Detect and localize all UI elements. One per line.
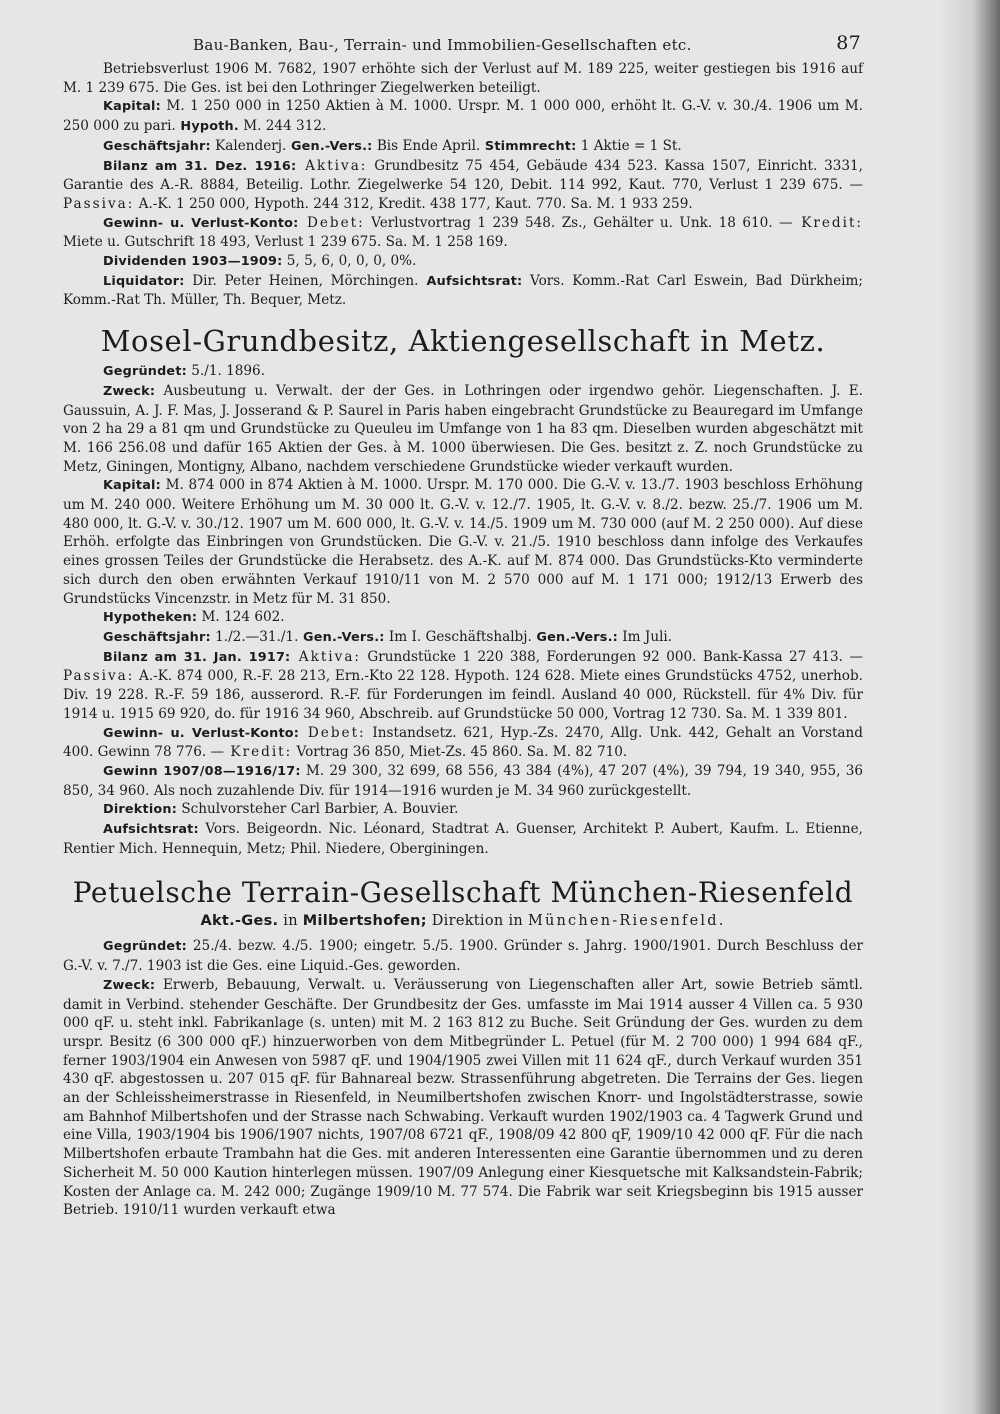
purpose-paragraph: Zweck: Ausbeutung u. Verwalt. der der Ges. in Lothringen oder irgendwo gehör. Liegenschaften. J. E. Gaussuin, A. J. F. Mas, J. Josserand & P. Saurel in Paris haben eingebracht Grundstücke zu Beauregard im Umfange von 2 ha 29 a 81 qm und Grundstücke zu Queuleu im Umfange von 1 ha 83 qm. Dieselben wurden abgeschätzt mit M. 166 256.08 und dafür 165 Aktien der Ges. à M. 1000 überwiesen. Die Ges. besitzt z. Z. noch Grundstücke zu Metz, Giningen, Montigny, Albano, nachdem verschiedene Grundstücke wieder verkauft wurden. (63, 382, 863, 475)
fiscal-year-paragraph: Geschäftsjahr: 1./2.—31./1. Gen.-Vers.: Im I. Geschäftshalbj. Gen.-Vers.: Im Juli. (103, 628, 673, 645)
founded-paragraph: Gegründet: 5./1. 1896. (103, 363, 266, 380)
capital-paragraph: Kapital: M. 1 250 000 in 1250 Aktien à M. 1000. Urspr. M. 1 000 000, erhöht lt. G.-V. v. 30./4. 1906 um M. 250 000 zu pari. Hypoth. M. 244 312. (63, 98, 863, 135)
running-head (63, 30, 863, 60)
liquidator-paragraph: Liquidator: Dir. Peter Heinen, Mörchingen. Aufsichtsrat: Vors. Komm.-Rat Carl Eswein, Bad Dürkheim; Komm.-Rat Th. Müller, Th. Bequer, Metz. (63, 272, 863, 309)
text-column (63, 30, 863, 1220)
purpose-paragraph: Zweck: Erwerb, Bebauung, Verwalt. u. Veräusserung von Liegenschaften aller Art, sowie Betrieb sämtl. damit in Verbind. stehender Geschäfte. Der Grundbesitz der Ges. umfasste im Mai 1914 ausser 4 Villen ca. 5 930 000 qF. u. steht inkl. Fabrikanlage (s. unten) mit M. 2 163 812 zu Buche. Seit Gründung der Ges. wurden zu dem urspr. Besitz (6 300 000 qF.) hinzuerworben von dem Mitbegründer L. Petuel (für M. 2 700 000) 1 994 684 qF., ferner 1903/1904 ein Anwesen von 5987 qF. und 1904/1905 zwei Villen mit 11 624 qF., durch Verkauf wurden 351 430 qF. abgestossen u. 207 015 qF. für Bahnareal bezw. Strassenführung abgetreten. Die Terrains der Ges. liegen an der Schleissheimerstrasse in Riesenfeld, in Neumilbertshofen zwischen Knorr- und Ingolstädterstrasse, sowie am Bahnhof Milbertshofen und der Strasse nach Schwabing. Verkauft wurden 1902/1903 ca. 4 Tagwerk Grund und eine Villa, 1903/1904 bis 1906/1907 nichts, 1907/08 6721 qF., 1908/09 42 800 qF, 1909/10 42 000 qF. Für die nach Milbertshofen erbaute Trambahn hat die Ges. mit anderen Interessenten eine Garantie übernommen und zu deren Sicherheit M. 50 000 Kaution hinterlegen müssen. 1907/09 Anlegung einer Kiesquetsche mit Kalksandstein-Fabrik; Kosten der Anlage ca. M. 242 000; Zugänge 1909/10 M. 77 574. Die Fabrik war seit Kriegsbeginn bis 1915 ausser Betrieb. 1910/11 wurden verkauft etwa (63, 976, 863, 1219)
mortgages-paragraph: Hypotheken: M. 124 602. (103, 609, 285, 626)
loss-paragraph: Betriebsverlust 1906 M. 7682, 1907 erhöhte sich der Verlust auf M. 189 225, weiter gestiegen bis 1916 auf M. 1 239 675. Die Ges. ist bei den Lothringer Ziegelwerken beteiligt. (63, 61, 863, 96)
company-title: Petuelsche Terrain-Gesellschaft München-Riesenfeld (72, 876, 854, 910)
founded-paragraph: Gegründet: 25./4. bezw. 4./5. 1900; eingetr. 5./5. 1900. Gründer s. Jahrg. 1900/1901. Durch Beschluss der G.-V. v. 7./7. 1903 ist die Ges. eine Liquid.-Ges. geworden. (63, 938, 863, 975)
section-petuelsche-terrain (63, 876, 863, 1220)
page-number: 87 (836, 32, 861, 54)
fiscal-year-paragraph: Geschäftsjahr: Kalenderj. Gen.-Vers.: Bis Ende April. Stimmrecht: 1 Aktie = 1 St. (103, 137, 682, 154)
company-title: Mosel-Grundbesitz, Aktiengesellschaft in Metz. (100, 324, 826, 359)
balance-paragraph: Bilanz am 31. Jan. 1917: Aktiva: Grundstücke 1 220 388, Forderungen 92 000. Bank-Kassa 27 413. — Passiva: A.-K. 874 000, R.-F. 28 213, Ern.-Kto 22 128. Hypoth. 124 628. Miete eines Grundstücks 4752, unerhob. Div. 19 228. R.-F. 59 186, ausserord. R.-F. für Forderungen im feindl. Ausland 40 000, Rückstell. für 4% Div. für 1914 u. 1915 69 920, do. für 1916 34 960, Abschreib. auf Grundstücke 50 000, Vortrag 12 730. Sa. M. 1 339 801. (63, 648, 863, 722)
profit-history-paragraph: Gewinn 1907/08—1916/17: M. 29 300, 32 699, 68 556, 43 384 (4%), 47 207 (4%), 39 794, 19 340, 955, 36 850, 34 960. Als noch zuzahlende Div. für 1914—1916 wurden je M. 34 960 zurückgestellt. (63, 762, 863, 799)
management-paragraph: Direktion: Schulvorsteher Carl Barbier, A. Bouvier. (103, 801, 459, 818)
company-subtitle: Akt.-Ges. in Milbertshofen; Direktion in München-Riesenfeld. (200, 913, 726, 930)
page-edge-shadow (940, 0, 1000, 1414)
profit-loss-paragraph: Gewinn- u. Verlust-Konto: Debet: Instandsetz. 621, Hyp.-Zs. 2470, Allg. Unk. 442, Gehalt an Vorstand 400. Gewinn 78 776. — Kredit: Vortrag 36 850, Miet-Zs. 45 860. Sa. M. 82 710. (63, 724, 863, 761)
running-head-title: Bau-Banken, Bau-, Terrain- und Immobilien-Gesellschaften etc. (193, 36, 692, 54)
dividends-paragraph: Dividenden 1903—1909: 5, 5, 6, 0, 0, 0, 0%. (103, 253, 417, 270)
balance-paragraph: Bilanz am 31. Dez. 1916: Aktiva: Grundbesitz 75 454, Gebäude 434 523. Kassa 1507, Einricht. 3331, Garantie des A.-R. 8884, Beteilig. Lothr. Ziegelwerke 54 120, Debit. 114 992, Kaut. 770, Verlust 1 239 675. — Passiva: A.-K. 1 250 000, Hypoth. 244 312, Kredit. 438 177, Kaut. 770. Sa. M. 1 933 259. (63, 157, 864, 212)
supervisory-board-paragraph: Aufsichtsrat: Vors. Beigeordn. Nic. Léonard, Stadtrat A. Guenser, Architekt P. Aubert, Kaufm. L. Etienne, Rentier Mich. Hennequin, Metz; Phil. Niedere, Oberginingen. (63, 821, 863, 857)
profit-loss-paragraph: Gewinn- u. Verlust-Konto: Debet: Verlustvortrag 1 239 548. Zs., Gehälter u. Unk. 18 610. — Kredit: Miete u. Gutschrift 18 493, Verlust 1 239 675. Sa. M. 1 258 169. (63, 214, 863, 251)
section-previous-company (63, 60, 863, 310)
section-mosel-grundbesitz (63, 324, 863, 858)
capital-paragraph: Kapital: M. 874 000 in 874 Aktien à M. 1000. Urspr. M. 170 000. Die G.-V. v. 13./7. 1903 beschloss Erhöhung um M. 240 000. Weitere Erhöhung um M. 30 000 lt. G.-V. v. 12./7. 1905, lt. G.-V. v. 8./2. bezw. 25./7. 1906 um M. 480 000, lt. G.-V. v. 30./12. 1907 um M. 600 000, lt. G.-V. v. 14./5. 1909 um M. 730 000 (auf M. 2 250 000). Auf diese Erhöh. erfolgte das Einbringen von Grundstücken. Die G.-V. v. 21./5. 1910 beschloss dann infolge des Verkaufes eines grossen Teiles der Grundstücke die Herabsetz. des A.-K. auf M. 874 000. Das Grundstücks-Kto verminderte sich durch den oben erwähnten Verkauf 1910/11 von M. 2 570 000 auf M. 1 171 000; 1912/13 Erwerb des Grundstücks Vincenzstr. in Metz für M. 31 850. (63, 477, 863, 607)
